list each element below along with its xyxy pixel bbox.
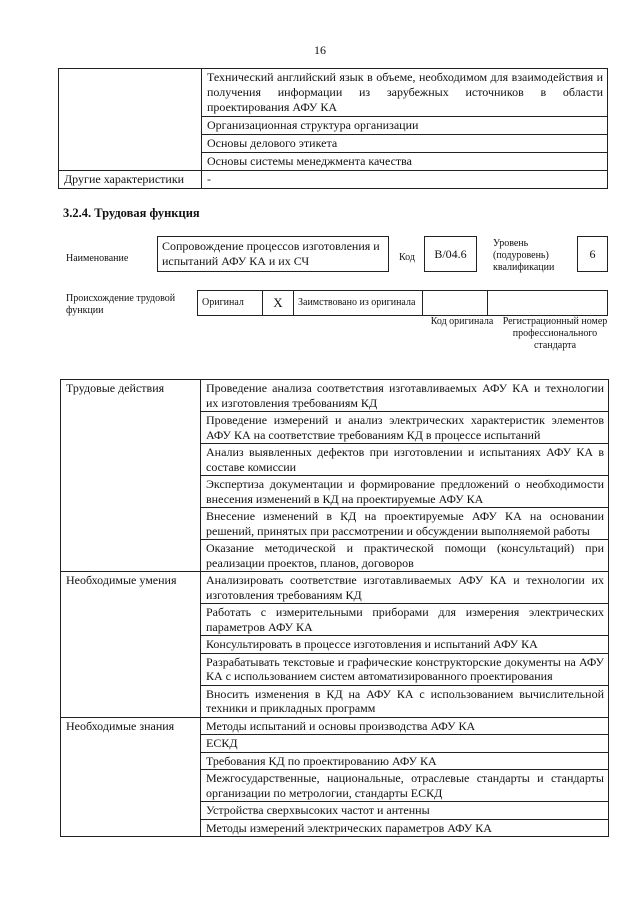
- list-item: Внесение изменений в КД на проектируемые АФУ КА на основании решений, принятых при рассмотрении и обсуждении выполняемой работы: [201, 508, 609, 540]
- list-item: Экспертиза документации и формирование предложений о необходимости внесения изменений в КД на проектируемые АФУ КА: [201, 476, 609, 508]
- knowledge-item: Основы системы менеджмента качества: [202, 153, 608, 171]
- function-details-table: [60, 379, 609, 837]
- name-label: Наименование: [66, 253, 129, 264]
- borrowed-label: Заимствовано из оригинала: [294, 291, 423, 316]
- list-item: Работать с измерительными приборами для измерения электрических параметров АФУ КА: [201, 604, 609, 636]
- function-name-value: Сопровождение процессов изготовления и испытаний АФУ КА и их СЧ: [157, 236, 389, 272]
- list-item: Вносить изменения в КД на АФУ КА с использованием вычислительной техники и прикладных программ: [201, 685, 609, 717]
- list-item: Разрабатывать текстовые и графические конструкторские документы на АФУ КА с использованием систем автоматизированного проектирования: [201, 653, 609, 685]
- section-label-skills: Необходимые умения: [61, 572, 201, 718]
- reg-number-caption: Регистрационный номер профессионального стандарта: [502, 316, 608, 351]
- empty-label-cell: [59, 69, 202, 171]
- knowledge-item: Основы делового этикета: [202, 135, 608, 153]
- original-mark: X: [263, 291, 294, 316]
- continuation-table: [58, 68, 608, 189]
- list-item: Анализ выявленных дефектов при изготовлении и испытаниях АФУ КА в составе комиссии: [201, 444, 609, 476]
- origin-label: Происхождение трудовой функции: [66, 293, 176, 316]
- list-item: Оказание методической и практической помощи (консультаций) при реализации проектов, планов, договоров: [201, 540, 609, 572]
- page-number: 16: [314, 43, 326, 57]
- reg-number-cell: [488, 291, 608, 316]
- list-item: Проведение измерений и анализ электрических характеристик элементов АФУ КА на соответствие требованиям КД в процессе испытаний: [201, 412, 609, 444]
- knowledge-item: Технический английский язык в объеме, необходимом для взаимодействия и получения информации из зарубежных источников в области проектирования АФУ КА: [202, 69, 608, 117]
- code-original-cell: [423, 291, 488, 316]
- list-item: Проведение анализа соответствия изготавливаемых АФУ КА и технологии их изготовления требованиям КД: [201, 380, 609, 412]
- list-item: Методы испытаний и основы производства АФУ КА: [201, 717, 609, 735]
- other-characteristics-value: -: [202, 171, 608, 189]
- section-label-knowledge: Необходимые знания: [61, 717, 201, 837]
- origin-table: [197, 290, 608, 316]
- code-original-caption: Код оригинала: [430, 316, 494, 327]
- list-item: Межгосударственные, национальные, отраслевые стандарты и стандарты организации по метрологии, стандарты ЕСКД: [201, 770, 609, 802]
- original-label: Оригинал: [198, 291, 263, 316]
- knowledge-item: Организационная структура организации: [202, 117, 608, 135]
- list-item: Анализировать соответствие изготавливаемых АФУ КА и технологии их изготовления требованиям КД: [201, 572, 609, 604]
- list-item: Устройства сверхвысоких частот и антенны: [201, 802, 609, 820]
- level-value: 6: [577, 236, 608, 272]
- list-item: Методы измерений электрических параметров АФУ КА: [201, 819, 609, 837]
- list-item: Консультировать в процессе изготовления и испытаний АФУ КА: [201, 636, 609, 654]
- section-label-labor-actions: Трудовые действия: [61, 380, 201, 572]
- function-code-value: B/04.6: [424, 236, 477, 272]
- list-item: Требования КД по проектированию АФУ КА: [201, 752, 609, 770]
- level-label: Уровень (подуровень) квалификации: [493, 238, 555, 273]
- other-characteristics-label: Другие характеристики: [59, 171, 202, 189]
- code-label: Код: [399, 252, 415, 263]
- section-title: 3.2.4. Трудовая функция: [63, 206, 200, 220]
- list-item: ЕСКД: [201, 735, 609, 753]
